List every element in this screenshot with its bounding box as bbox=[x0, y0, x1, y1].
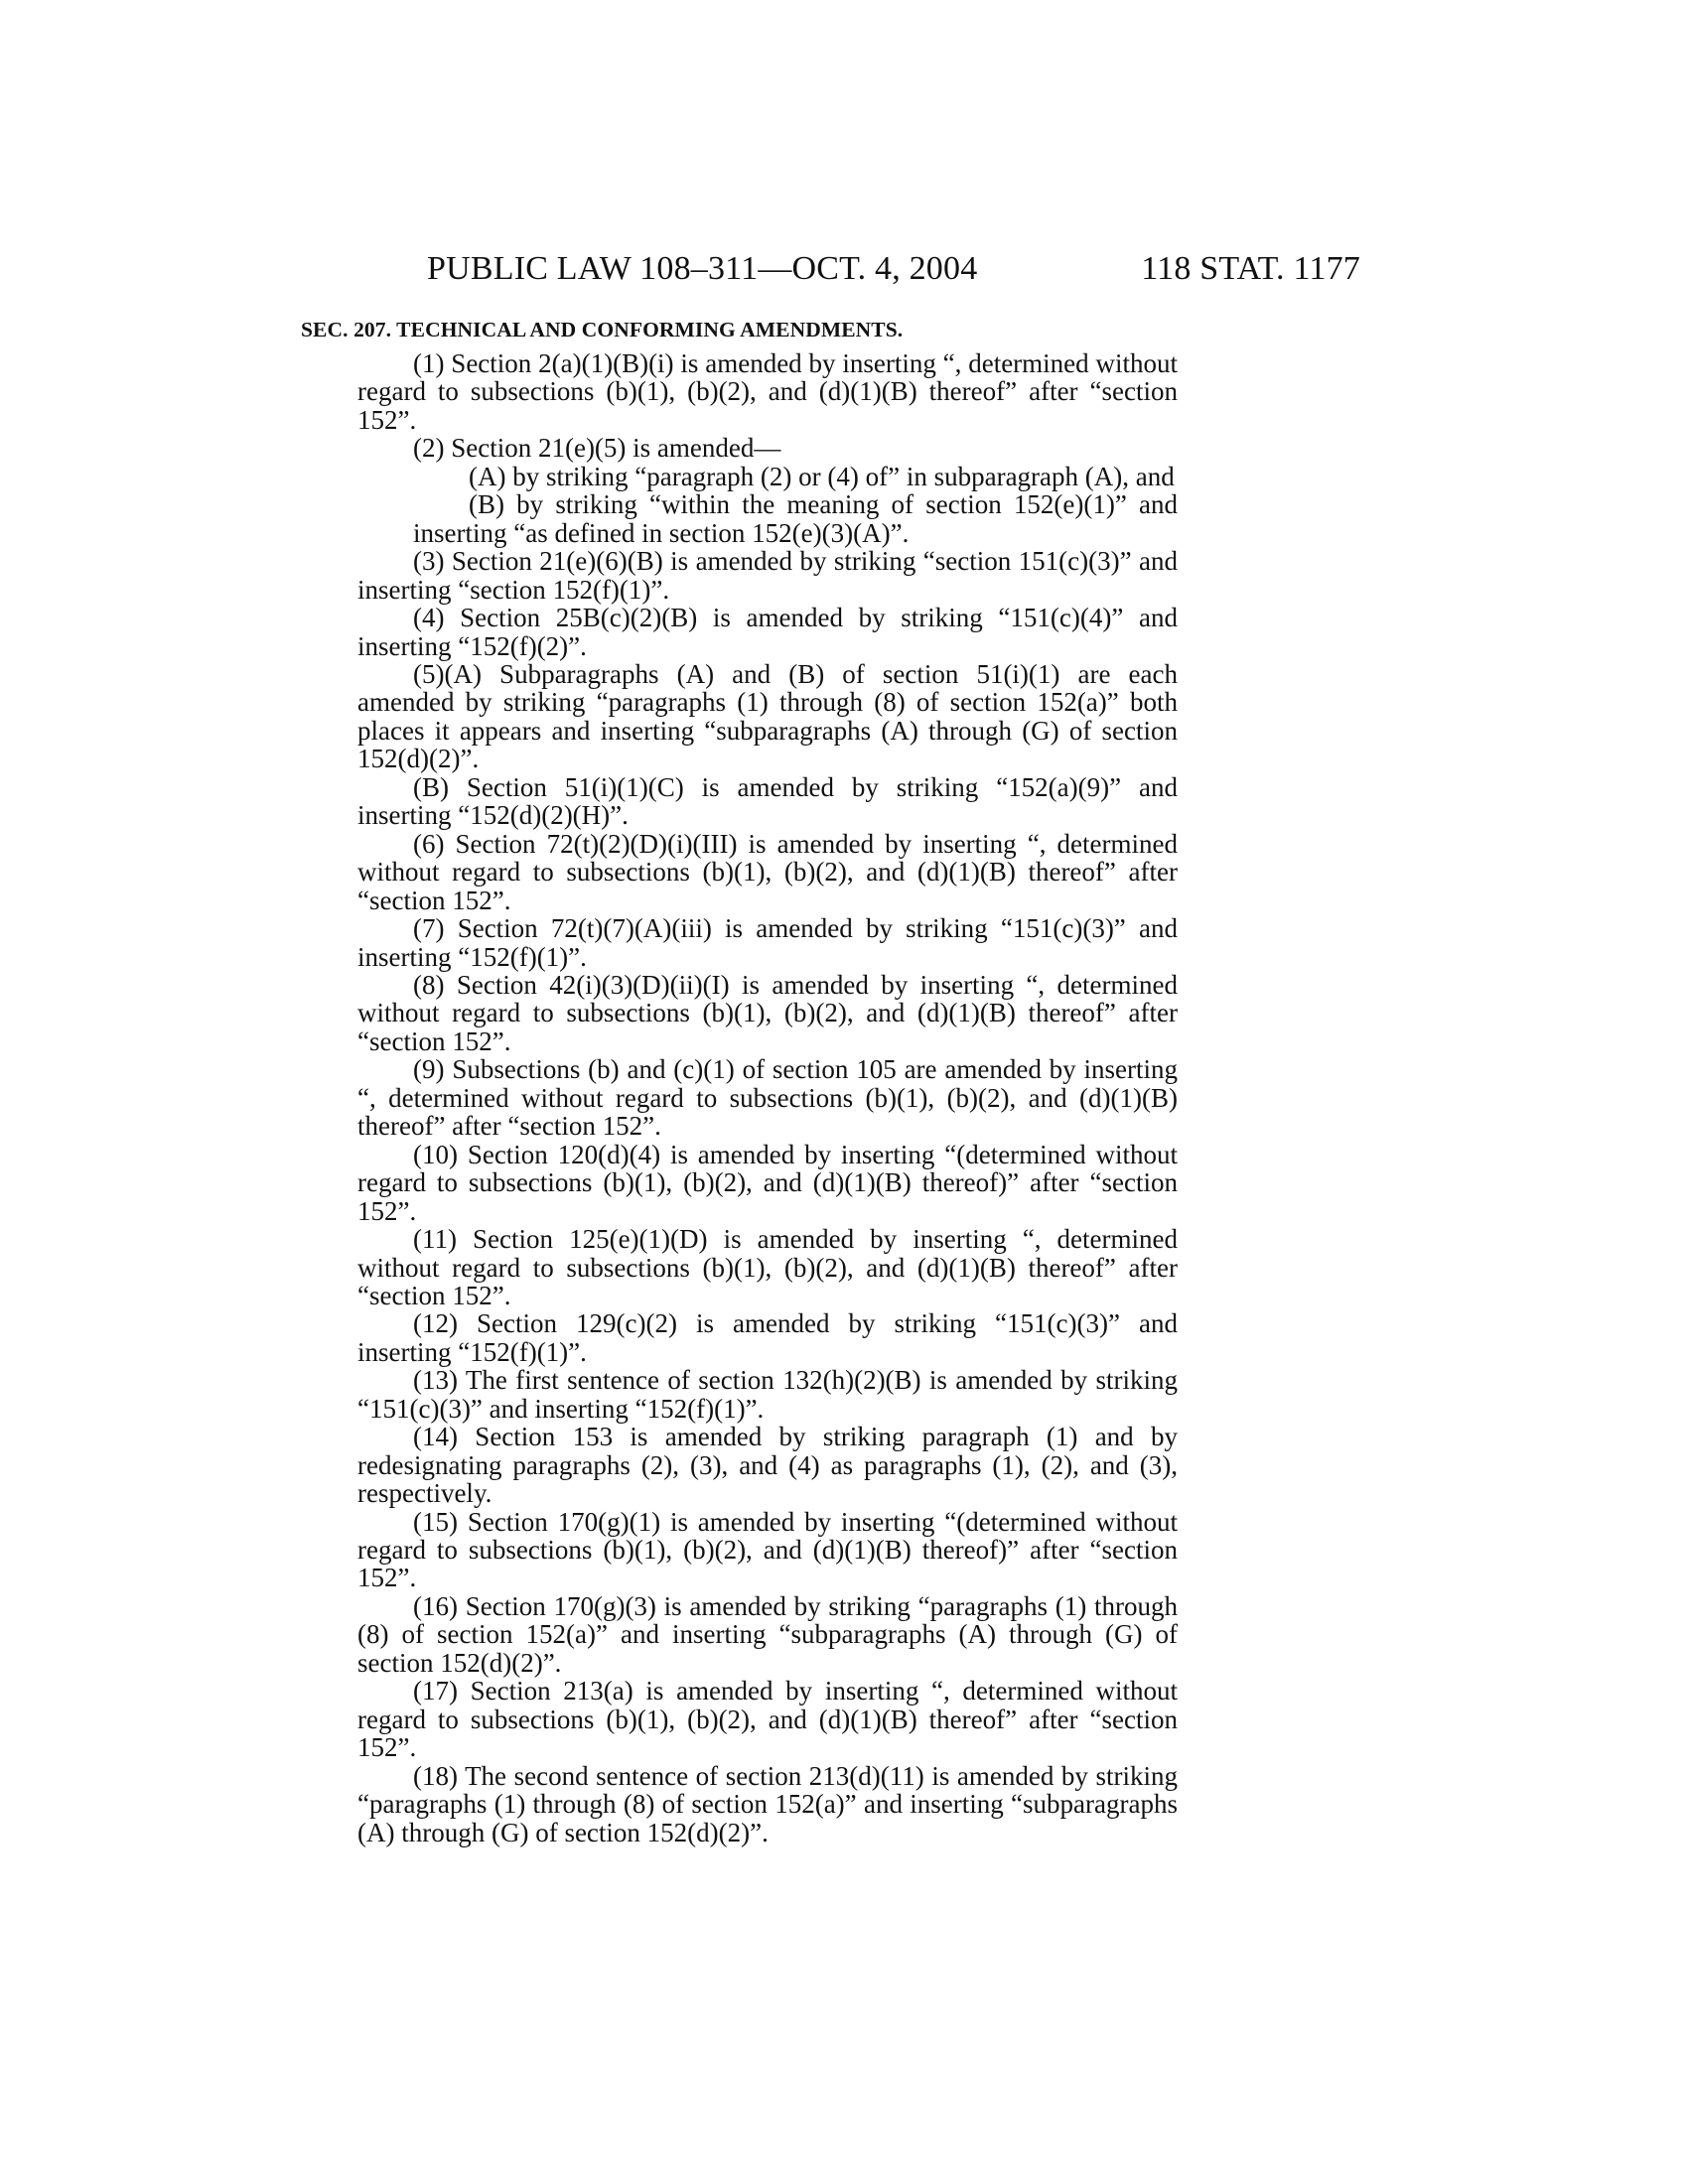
paragraph-12: (12) Section 129(c)(2) is amended by striking “151(c)(3)” and inserting “152(f)(1)”. bbox=[357, 1308, 1178, 1367]
statute-page-number: 118 STAT. 1177 bbox=[1141, 250, 1360, 287]
paragraph-10: (10) Section 120(d)(4) is amended by inserting “(determined without regard to subsections (b)(1), (b)(2), and (d)(1)(B) thereof)” after “section 152”. bbox=[357, 1139, 1178, 1226]
paragraph-2: (2) Section 21(e)(5) is amended— bbox=[413, 433, 781, 464]
paragraph-17: (17) Section 213(a) is amended by inserting “, determined without regard to subsections (b)(1), (b)(2), and (d)(1)(B) thereof” after “section 152”. bbox=[357, 1676, 1178, 1763]
paragraph-14: (14) Section 153 is amended by striking paragraph (1) and by redesignating paragraphs (2), (3), and (4) as paragraphs (1), (2), and (3), respectively. bbox=[357, 1422, 1178, 1509]
paragraph-11: (11) Section 125(e)(1)(D) is amended by inserting “, determined without regard to subsections (b)(1), (b)(2), and (d)(1)(B) thereof” after “section 152”. bbox=[357, 1224, 1178, 1310]
running-head-title: PUBLIC LAW 108–311—OCT. 4, 2004 bbox=[427, 250, 978, 287]
paragraph-13: (13) The first sentence of section 132(h)(2)(B) is amended by striking “151(c)(3)” and inserting “152(f)(1)”. bbox=[357, 1365, 1178, 1424]
paragraph-4: (4) Section 25B(c)(2)(B) is amended by striking “151(c)(4)” and inserting “152(f)(2)”. bbox=[357, 603, 1178, 661]
paragraph-8: (8) Section 42(i)(3)(D)(ii)(I) is amended by inserting “, determined without regard to subsections (b)(1), (b)(2), and (d)(1)(B) thereof” after “section 152”. bbox=[357, 969, 1178, 1056]
paragraph-5b: (B) Section 51(i)(1)(C) is amended by striking “152(a)(9)” and inserting “152(d)(2)(H)”. bbox=[357, 771, 1178, 831]
paragraph-5a: (5)(A) Subparagraphs (A) and (B) of section 51(i)(1) are each amended by striking “paragraphs (1) through (8) of section 152(a)” both places it appears and inserting “subparagraphs (A) through (G) of section 152(d)(2)”. bbox=[357, 658, 1178, 774]
page-header bbox=[357, 250, 1360, 296]
paragraph-6: (6) Section 72(t)(2)(D)(i)(III) is amended by inserting “, determined without regard to subsections (b)(1), (b)(2), and (d)(1)(B) thereof” after “section 152”. bbox=[357, 828, 1178, 915]
subparagraph-2b: (B) by striking “within the meaning of section 152(e)(1)” and inserting “as defined in section 152(e)(3)(A)”. bbox=[413, 489, 1178, 548]
paragraph-9: (9) Subsections (b) and (c)(1) of section 105 are amended by inserting “, determined without regard to subsections (b)(1), (b)(2), and (d)(1)(B) thereof” after “section 152”. bbox=[357, 1054, 1178, 1142]
paragraph-15: (15) Section 170(g)(1) is amended by inserting “(determined without regard to subsections (b)(1), (b)(2), and (d)(1)(B) thereof)” after “section 152”. bbox=[357, 1506, 1178, 1593]
section-heading: SEC. 207. TECHNICAL AND CONFORMING AMENDMENTS. bbox=[301, 318, 904, 341]
paragraph-18: (18) The second sentence of section 213(d)(11) is amended by striking “paragraphs (1) through (8) of section 152(a)” and inserting “subparagraphs (A) through (G) of section 152(d)(2)”. bbox=[357, 1760, 1178, 1847]
paragraph-3: (3) Section 21(e)(6)(B) is amended by striking “section 151(c)(3)” and inserting “section 152(f)(1)”. bbox=[357, 546, 1178, 605]
paragraph-16: (16) Section 170(g)(3) is amended by striking “paragraphs (1) through (8) of section 152(a)” and inserting “subparagraphs (A) through (G) of section 152(d)(2)”. bbox=[357, 1590, 1178, 1678]
paragraph-7: (7) Section 72(t)(7)(A)(iii) is amended by striking “151(c)(3)” and inserting “152(f)(1)”. bbox=[357, 913, 1178, 972]
paragraph-1: (1) Section 2(a)(1)(B)(i) is amended by inserting “, determined without regard to subsections (b)(1), (b)(2), and (d)(1)(B) thereof” after “section 152”. bbox=[357, 348, 1178, 435]
section-body bbox=[357, 349, 1178, 1846]
subparagraph-2a: (A) by striking “paragraph (2) or (4) of” in subparagraph (A), and bbox=[469, 461, 1175, 491]
